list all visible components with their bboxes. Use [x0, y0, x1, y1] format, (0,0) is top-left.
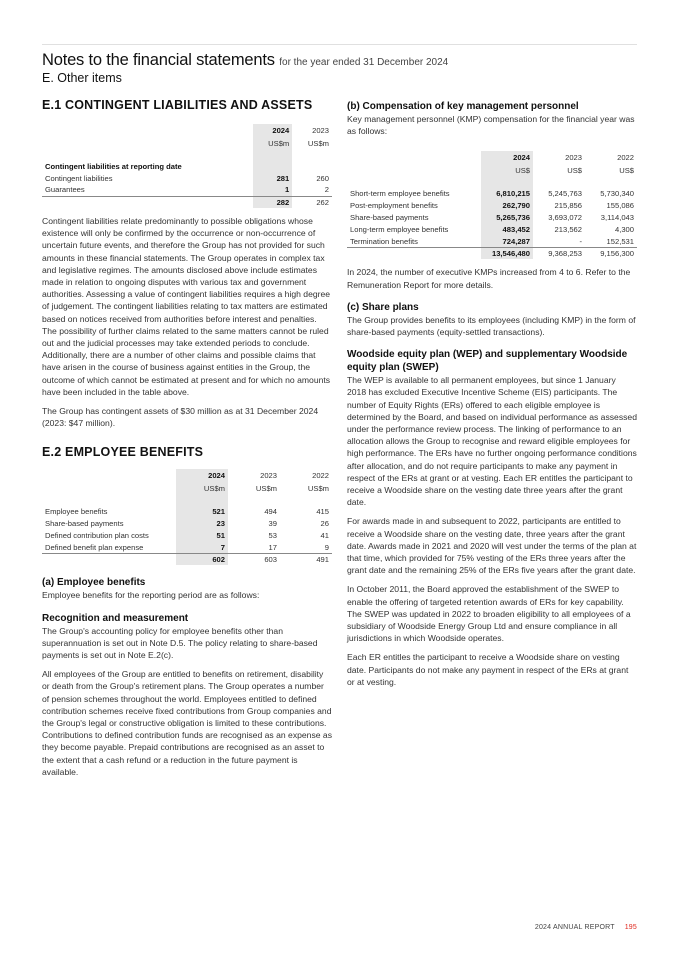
table-row: Post-employment benefits 262,790 215,856 155,086: [350, 200, 634, 210]
e1-paragraph: Contingent liabilities relate predominantly to possible obligations whose existence will only be confirmed by the occurrence or non-occurrence of uncertain future events, and therefore the Group has not provided for such amounts in these financial statements. The Group operates in complex tax and legislative regimes. The amounts disclosed above include estimates made in relation to ongoing disputes with various tax and government authorities. Assessing a value of contingent liabilities requires a high degree of judgement. The contingent liabilities relating to tax matters are estimated based on notices received from authorities before interest and penalties. The possibility of further claims related to the same matters cannot be ruled out and the judicial processes may take extended periods to conclude. Additionally, there are a number of other claims and possible claims that have arisen in the course of business against entities in the Group, the outcome of which cannot be estimated at present and for which no amounts have been included in the table above.: [42, 216, 331, 397]
col-unit: US$m: [253, 137, 293, 150]
table-row: Defined benefit plan expense 7 17 9: [42, 541, 332, 553]
employee-benefits-heading: (a) Employee benefits: [42, 577, 146, 589]
recognition-paragraph: The Group's accounting policy for employee benefits other than superannuation is set out in Note D.5. The policy relating to share-based payments is set out in Note E.2(c).: [42, 625, 318, 661]
wep-heading: Woodside equity plan (WEP) and supplementary Woodside equity plan (SWEP): [347, 349, 628, 374]
left-column: [42, 98, 332, 778]
wep-paragraph: The WEP is available to all permanent employees, but since 1 January 2018 has excluded Executive Incentive Scheme (EIS) participants. The number of Equity Rights (ERs) offered to each eligible employee is determined by the Board, and based on individual performance as assessed under the performance review process. The linking of performance to an allocation allows the Group to recognise and reward eligible employees for high performance. The ERs have no further ongoing performance conditions after allocation, and do not require participants to make any payment in respect of the ERs at grant or at vesting. Each ER entitles the participant to receive a Woodside share on the vesting date three years after the grant date.: [347, 375, 637, 508]
kmp-heading: (b) Compensation of key management personnel: [347, 101, 579, 112]
recognition-heading: Recognition and measurement: [42, 612, 189, 624]
report-name: 2024 ANNUAL REPORT: [534, 924, 615, 931]
table-group-label: Contingent liabilities at reporting date: [45, 161, 182, 171]
table-row: Short-term employee benefits 6,810,215 5,245,763 5,730,340: [350, 188, 634, 198]
e2-heading: E.2 EMPLOYEE BENEFITS: [42, 445, 204, 460]
contingent-liabilities-table: [42, 124, 332, 208]
table-row: Defined contribution plan costs 51 53 41: [45, 530, 329, 540]
e1-heading: E.1 CONTINGENT LIABILITIES AND ASSETS: [42, 98, 313, 112]
recognition-paragraph: All employees of the Group are entitled to benefits on retirement, disability or death from the Group's retirement plans. The Group operates a number of pension schemes throughout the world. Employees entitled to defined contribution schemes receive fixed contributions from Group companies and the Group's legal or constructive obligation is limited to these contributions. Contributions to defined contribution funds are recognised as an expense as they become payable. Prepaid contributions are recognised as an asset to the extent that a cash refund or a reduction in the future payment is available.: [42, 669, 332, 777]
employee-benefits-table: 2024 2023 2022 US$m US$m US$m Employee benefits 521 494 415 Share-based payments 23 39 26 Defined contribution plan costs 51 53 41 Defined benefit plan expense 7 17 9 602 603 491: [42, 469, 332, 565]
employee-benefits-intro: Employee benefits for the reporting period are as follows:: [42, 590, 260, 601]
right-column: [347, 100, 637, 688]
table-row: Share-based payments 23 39 26: [45, 518, 329, 528]
kmp-table: 2024 2023 2022 US$ US$ US$ Short-term employee benefits 6,810,215 5,245,763 5,730,340 Post-employment benefits 262,790 215,856 155,086 Share-based payments 5,265,736 3,693,072 3,114,043 Long-term employee benefits 483,452 213,562 4,300 Termination benefits 724,287 - 152,531 13,546,480 9,368,253 9,156,300: [347, 151, 637, 259]
page-subtitle: for the year ended 31 December 2024: [279, 57, 449, 68]
table-row: Share-based payments 5,265,736 3,693,072 3,114,043: [350, 212, 634, 222]
page-title: Notes to the financial statements: [42, 51, 275, 69]
page-footer: [535, 924, 637, 931]
wep-paragraph: Each ER entitles the participant to receive a Woodside share on vesting date. Participants do not make any payment in respect of the ERs at grant or at vesting.: [347, 652, 629, 687]
page-number: 195: [624, 924, 637, 931]
table-row: Contingent liabilities 281 260: [45, 173, 329, 183]
kmp-note: In 2024, the number of executive KMPs increased from 4 to 6. Refer to the Remuneration Report for more details.: [347, 267, 631, 290]
table-row: Guarantees 1 2: [42, 184, 332, 196]
e1-paragraph: The Group has contingent assets of $30 million as at 31 December 2024 (2023: $47 million).: [42, 406, 319, 429]
share-plans-text: The Group provides benefits to its employees (including KMP) in the form of share-based payments (equity-settled transactions).: [347, 314, 636, 338]
share-plans-heading: (c) Share plans: [347, 301, 419, 313]
wep-paragraph: In October 2011, the Board approved the establishment of the SWEP to enable the offering of targeted retention awards of ERs for key capability. The SWEP was updated in 2022 to broaden eligibility to all employees of a subsidiary of Woodside Energy Group Ltd and ensure compliance in all jurisdictions in which Woodside operates.: [347, 584, 631, 644]
wep-paragraph: For awards made in and subsequent to 2022, participants are entitled to receive a Woodside share on the vesting date, three years after the grant date. Awards made in 2021 and 2020 will vest under the terms of the plan at that time, which provided for 75% vesting of the ERs three years after the grant date and the remaining 25% of the ERs five years after the grant date.: [347, 516, 637, 576]
table-total-row: 602 603 491: [42, 553, 332, 565]
page-header: [42, 51, 642, 85]
table-row: Employee benefits 521 494 415: [45, 506, 329, 516]
top-divider: [42, 44, 637, 45]
table-row: Long-term employee benefits 483,452 213,562 4,300: [350, 224, 634, 234]
col-year: 2023: [312, 126, 329, 135]
col-year: 2024: [253, 124, 293, 137]
table-total-row: 13,546,480 9,368,253 9,156,300: [347, 247, 637, 259]
table-row: Termination benefits 724,287 - 152,531: [347, 235, 637, 247]
kmp-intro: Key management personnel (KMP) compensation for the financial year was as follows:: [347, 114, 635, 137]
col-unit: US$m: [307, 139, 329, 148]
section-title: E. Other items: [42, 71, 122, 85]
table-total-row: 282 262: [42, 196, 332, 208]
